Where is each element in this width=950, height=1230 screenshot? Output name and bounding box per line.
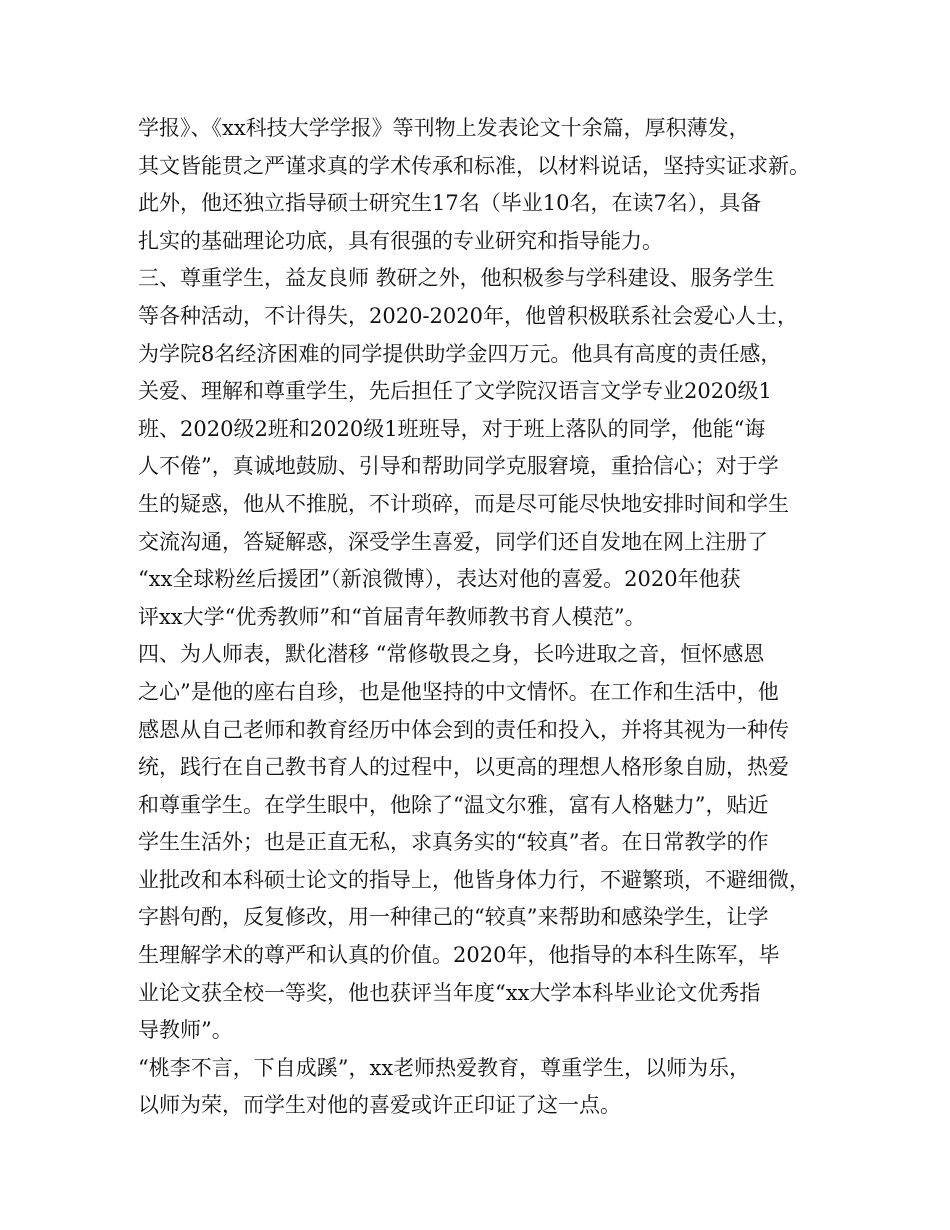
text-line: 以师为荣，而学生对他的喜爱或许正印证了这一点。	[138, 1093, 621, 1118]
body-text	[138, 110, 838, 1125]
section-heading-line: 三、尊重学生，益友良师 教研之外，他积极参与学科建设、服务学生	[138, 266, 775, 291]
text-line: 学报》、《xx科技大学学报》等刊物上发表论文十余篇，厚积薄发，	[138, 116, 750, 140]
text-line: 和尊重学生。在学生眼中，他除了“温文尔雅，富有人格魅力”，贴近	[138, 792, 769, 817]
text-line: 人不倦”，真诚地鼓励、引导和帮助同学克服窘境，重拾信心；对于学	[138, 454, 779, 479]
text-line: 学生生活外；也是正直无私，求真务实的“较真”者。在日常教学的作	[138, 830, 769, 855]
text-line: “xx全球粉丝后援团”（新浪微博），表达对他的喜爱。2020年他获	[138, 567, 741, 592]
text-line: 业论文获全校一等奖，他也获评当年度“xx大学本科毕业论文优秀指	[138, 980, 761, 1005]
text-line: 业批改和本科硕士论文的指导上，他皆身体力行，不避繁琐，不避细微，	[138, 867, 810, 892]
text-line: 此外，他还独立指导硕士研究生17名（毕业10名，在读7名），具备	[138, 191, 762, 216]
text-line: 交流沟通，答疑解惑，深受学生喜爱，同学们还自发地在网上注册了	[138, 529, 768, 554]
text-line: 扎实的基础理论功底，具有很强的专业研究和指导能力。	[138, 228, 663, 253]
text-line: 关爱、理解和尊重学生，先后担任了文学院汉语言文学专业2020级1	[138, 379, 772, 404]
text-line: 导教师”。	[138, 1018, 233, 1043]
text-line: 之心”是他的座右自珍，也是他坚持的中文情怀。在工作和生活中，他	[138, 679, 779, 704]
text-line: 等各种活动，不计得失，2020-2020年，他曾积极联系社会爱心人士，	[138, 303, 798, 328]
text-line: 班、2020级2班和2020级1班班导，对于班上落队的同学，他能“诲	[138, 416, 766, 441]
text-line: 字斟句酌，反复修改，用一种律己的“较真”来帮助和感染学生，让学	[138, 905, 769, 930]
section-heading-line: 四、为人师表，默化潜移 “常修敬畏之身，长吟进取之音，恒怀感恩	[138, 642, 765, 667]
text-line: 为学院8名经济困难的同学提供助学金四万元。他具有高度的责任感，	[138, 341, 782, 366]
text-line: 生理解学术的尊严和认真的价值。2020年，他指导的本科生陈军，毕	[138, 943, 780, 968]
text-line: 其文皆能贯之严谨求真的学术传承和标准，以材料说话，坚持实证求新。	[138, 153, 810, 178]
text-line: 生的疑惑，他从不推脱，不计琐碎，而是尽可能尽快地安排时间和学生	[138, 491, 789, 516]
text-line: 评xx大学“优秀教师”和“首届青年教师教书育人模范”。	[138, 604, 646, 629]
text-line: 感恩从自己老师和教育经历中体会到的责任和投入，并将其视为一种传	[138, 717, 789, 742]
text-line: 统，践行在自己教书育人的过程中，以更高的理想人格形象自励，热爱	[138, 755, 789, 780]
text-line: “桃李不言，下自成蹊”，xx老师热爱教育，尊重学生，以师为乐，	[138, 1055, 751, 1080]
